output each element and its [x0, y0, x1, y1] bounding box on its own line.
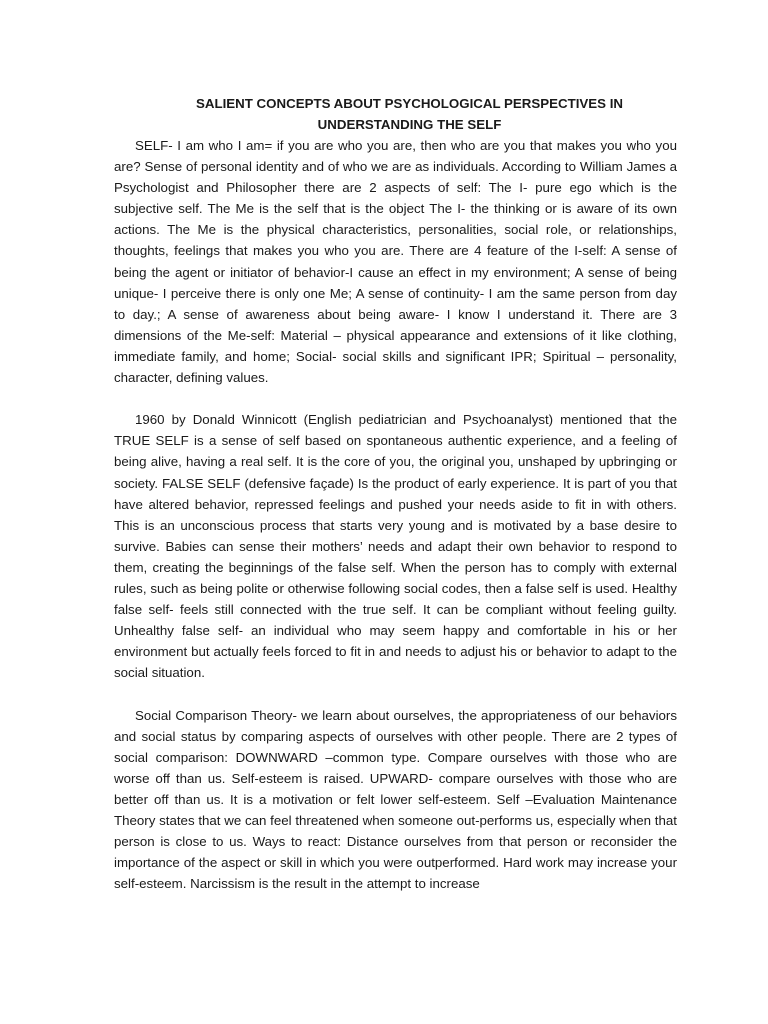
document-title: SALIENT CONCEPTS ABOUT PSYCHOLOGICAL PERSPECTIVES IN UNDERSTANDING THE SELF	[195, 96, 624, 132]
paragraph-social-comparison: Social Comparison Theory- we learn about ourselves, the appropriateness of our behaviors and social status by comparing aspects of ourselves with other people. There are 2 types of social comparison: DOWNWARD –common type. Compare ourselves with those who are worse off than us. Self-esteem is raised. UPWARD- compare ourselves with those who are better off than us. It is a motivation or felt lower self-esteem. Self –Evaluation Maintenance Theory states that we can feel threatened when someone out-performs us, especially when that person is close to us. Ways to react: Distance ourselves from that person or reconsider the importance of the aspect or skill in which you were outperformed. Hard work may increase your self-esteem. Narcissism is the result in the attempt to increase	[114, 707, 677, 892]
document-page	[114, 93, 677, 894]
paragraph-self: SELF- I am who I am= if you are who you are, then who are you that makes you who you are? Sense of personal identity and of who we are as individuals. According to William James a Psychologist and Philosopher there are 2 aspects of self: The I- pure ego which is the subjective self. The Me is the self that is the object The I- the thinking or is aware of its own actions. The Me is the physical characteristics, personalities, social role, or relationships, thoughts, feelings that makes you who you are. There are 4 feature of the I-self: A sense of being the agent or initiator of behavior-I cause an effect in my environment; A sense of being unique- I perceive there is only one Me; A sense of continuity- I am the same person from day to day.; A sense of awareness about being aware- I know I understand it. There are 3 dimensions of the Me-self: Material – physical appearance and extensions of it like clothing, immediate family, and home; Social- social skills and significant IPR; Spiritual – personality, character, defining values.	[114, 138, 677, 386]
paragraph-winnicott: 1960 by Donald Winnicott (English pediatrician and Psychoanalyst) mentioned that the TRUE SELF is a sense of self based on spontaneous authentic experience, and a feeling of being alive, having a real self. It is the core of you, the original you, unshaped by upbringing or society. FALSE SELF (defensive façade) Is the product of early experience. It is part of you that have altered behavior, repressed feelings and pushed your needs aside to fit in with others. This is an unconscious process that starts very young and is motivated by a base desire to survive. Babies can sense their mothers’ needs and adapt their own behavior to respond to them, creating the beginnings of the false self. When the person has to comply with external rules, such as being polite or otherwise following social codes, then a false self is used. Healthy false self- feels still connected with the true self. It can be compliant without feeling guilty. Unhealthy false self- an individual who may seem happy and comfortable in his or her environment but actually feels forced to fit in and needs to adjust his or behavior to adapt to the social situation.	[114, 412, 677, 681]
paragraph-gap	[114, 683, 677, 704]
paragraph-gap	[114, 388, 677, 409]
